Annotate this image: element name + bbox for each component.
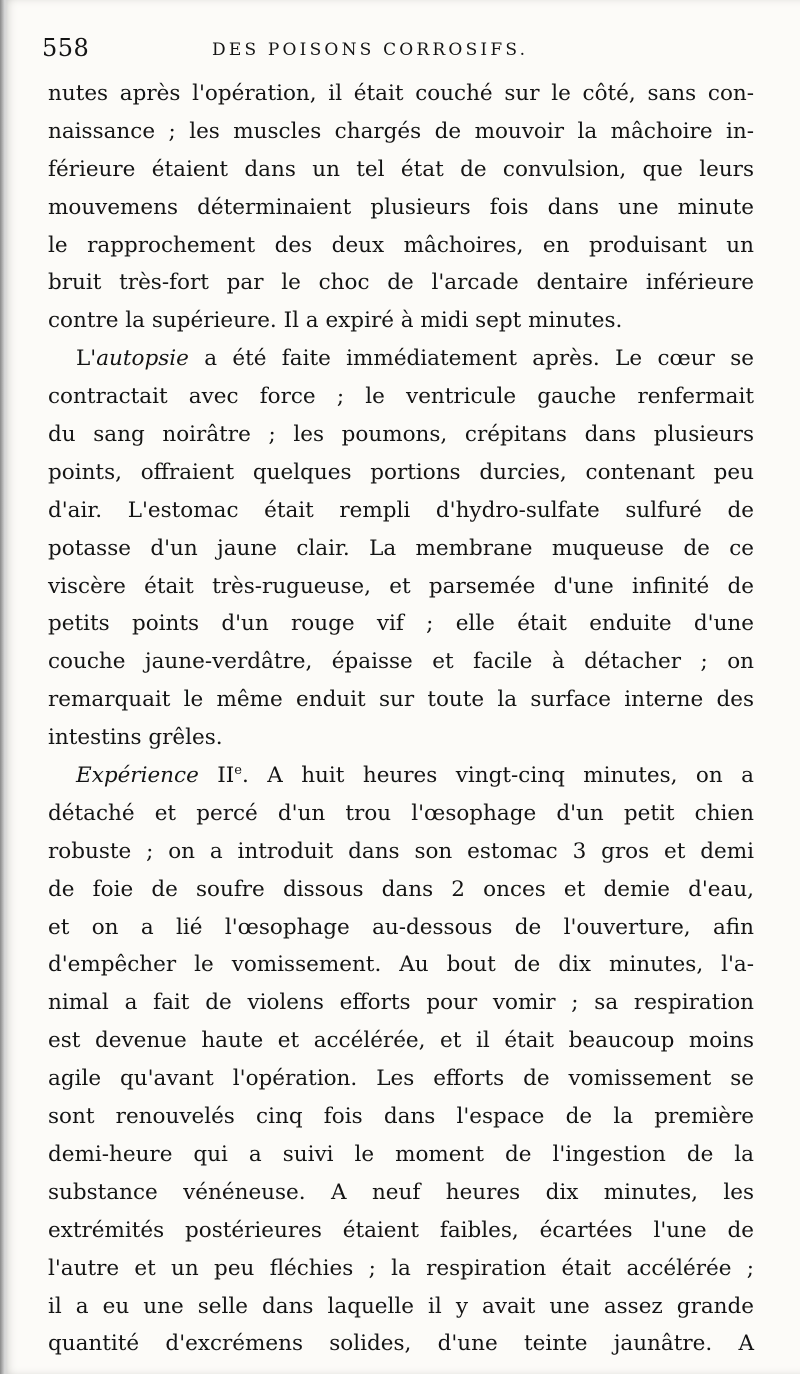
text-line: détaché et percé d'un trou l'œsophage d'un petit chien — [48, 800, 754, 826]
text-line: de foie de soufre dissous dans 2 onces et demie d'eau, — [48, 876, 754, 902]
lead-word: L' — [76, 346, 97, 372]
text-line: petits points d'un rouge vif ; elle était enduite d'une — [48, 611, 754, 637]
text-line: l'autre et un peu fléchies ; la respiration était accélérée ; — [48, 1255, 754, 1281]
paragraph-first-line — [48, 340, 754, 378]
page-header — [42, 34, 754, 76]
text-line: mouvemens déterminaient plusieurs fois dans une minute — [48, 194, 754, 220]
text-line: viscère était très-rugueuse, et parsemée d'une infinité de — [48, 573, 754, 599]
running-title: DES POISONS CORROSIFS. — [212, 40, 529, 60]
text-line: contractait avec force ; le ventricule gauche renfermait — [48, 384, 754, 410]
body-text — [48, 75, 754, 1363]
text-line: d'air. L'estomac était rempli d'hydro-sulfate sulfuré de — [48, 497, 754, 523]
text-line: substance vénéneuse. A neuf heures dix minutes, les — [48, 1179, 754, 1205]
paragraph-first-line — [48, 757, 754, 795]
page-number: 558 — [42, 34, 90, 62]
text-line: férieure étaient dans un tel état de convulsion, que leurs — [48, 156, 754, 182]
text-line: contre la supérieure. Il a expiré à midi sept minutes. — [48, 308, 623, 334]
text-line: d'empêcher le vomissement. Au bout de dix minutes, l'a- — [48, 952, 754, 978]
line-rest: a été faite immédiatement après. Le cœur se — [188, 346, 754, 372]
text-line: et on a lié l'œsophage au-dessous de l'ouverture, afin — [48, 914, 754, 940]
text-line: remarquait le même enduit sur toute la surface interne des — [48, 687, 754, 713]
text-line: du sang noirâtre ; les poumons, crépitans dans plusieurs — [48, 422, 754, 448]
text-line: points, offraient quelques portions durcies, contenant peu — [48, 459, 754, 485]
ordinal-superscript: e — [234, 762, 242, 778]
italic-term: Expérience — [76, 763, 199, 789]
text-line: extrémités postérieures étaient faibles, écartées l'une de — [48, 1217, 754, 1243]
text-line: intestins grêles. — [48, 725, 223, 751]
text-line: demi-heure qui a suivi le moment de l'ingestion de la — [48, 1141, 754, 1167]
text-line: bruit très-fort par le choc de l'arcade dentaire inférieure — [48, 270, 754, 296]
text-line: nutes après l'opération, il était couché sur le côté, sans con- — [48, 81, 754, 106]
text-line: le rapprochement des deux mâchoires, en produisant un — [48, 232, 754, 258]
experiment-number: II — [198, 763, 235, 789]
text-line: nimal a fait de violens efforts pour vomir ; sa respiration — [48, 990, 754, 1016]
text-line: robuste ; on a introduit dans son estomac 3 gros et demi — [48, 838, 754, 864]
text-line: quantité d'excrémens solides, d'une teinte jaunâtre. A — [48, 1331, 754, 1357]
scan-shadow-edge — [0, 0, 8, 1374]
text-line: il a eu une selle dans laquelle il y avait une assez grande — [48, 1293, 754, 1319]
text-line: est devenue haute et accélérée, et il était beaucoup moins — [48, 1028, 754, 1054]
text-line: potasse d'un jaune clair. La membrane muqueuse de ce — [48, 535, 754, 561]
italic-term: autopsie — [96, 346, 189, 372]
text-line: couche jaune-verdâtre, épaisse et facile à détacher ; on — [48, 649, 754, 675]
text-line: sont renouvelés cinq fois dans l'espace de la première — [48, 1104, 754, 1130]
line-rest: . A huit heures vingt-cinq minutes, on a — [241, 763, 754, 789]
text-line: naissance ; les muscles chargés de mouvoir la mâchoire in- — [48, 118, 754, 144]
text-line: agile qu'avant l'opération. Les efforts de vomissement se — [48, 1066, 754, 1092]
